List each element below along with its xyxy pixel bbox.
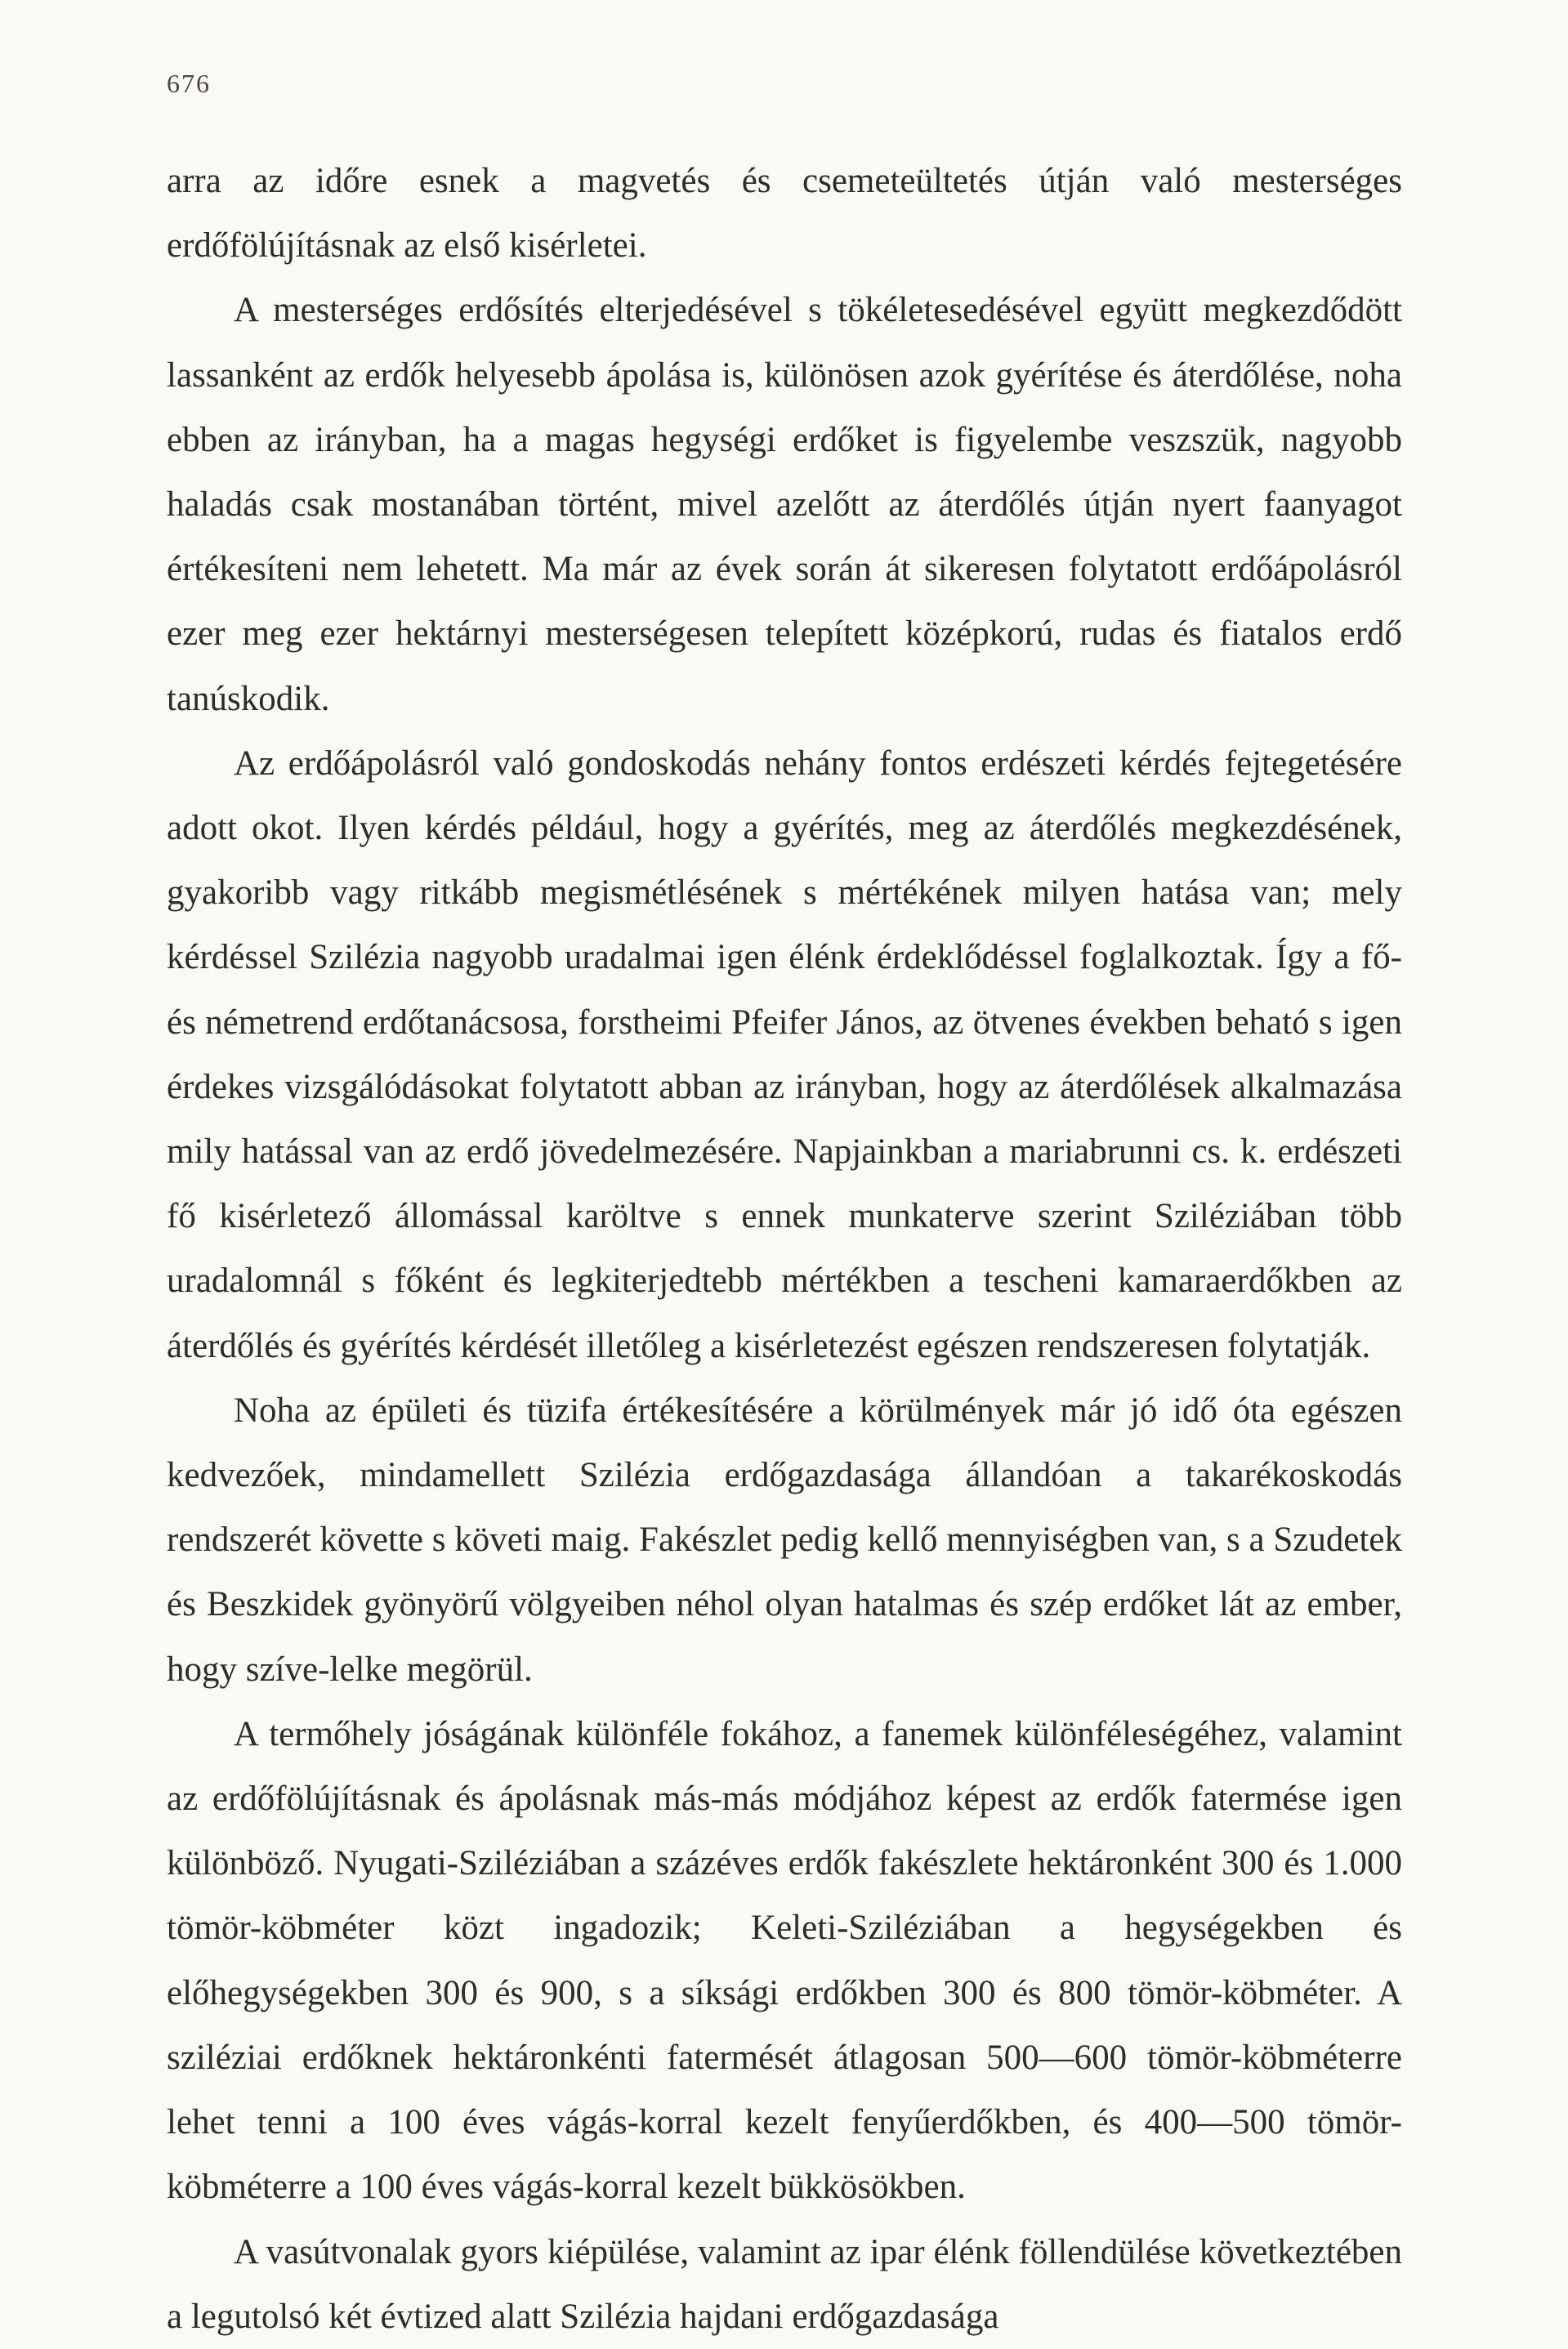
paragraph-forest-care: Az erdőápolásról való gondoskodás nehány fontos erdészeti kérdés fejtegetésére adott okot. Ilyen kérdés például, hogy a gyérítés, meg az áterdőlés megkezdésének, gyakoribb vagy ritkább megismétlésének s mértékének milyen hatása van; mely kérdéssel Szilézia nagyobb uradalmai igen élénk érdeklődéssel foglalkoztak. Így a fő- és németrend erdőtanácsosa, forstheimi Pfeifer János, az ötvenes években beható s igen érdekes vizsgálódásokat folytatott abban az irányban, hogy az áterdőlések alkalmazása mily hatással van az erdő jövedelmezésére. Napjainkban a mariabrunni cs. k. erdészeti fő kisérletező állomással karöltve s ennek munkaterve szerint Sziléziában több uradalomnál s főként és legkiterjedtebb mértékben a tescheni kamaraerdőkben az áterdőlés és gyérítés kérdését illetőleg a kisérletezést egészen rendszeresen folytatják. xyxy=(167,744,1402,1365)
paragraph-railways: A vasútvonalak gyors kiépülése, valamint az ipar élénk föllendülése következtében a legutolsó két évtized alatt Szilézia hajdani erdőgazdasága xyxy=(167,2232,1402,2336)
paragraph-timber-economy: Noha az épületi és tüzifa értékesítésére a körülmények már jó idő óta egészen kedvezőek, mindamellett Szilézia erdőgazdasága állandóan a takarékoskodás rendszerét követte s követi maig. Fakészlet pedig kellő mennyiségben van, s a Szudetek és Beszkidek gyönyörű völgyeiben néhol olyan hatalmas és szép erdőket lát az ember, hogy szíve-lelke megörül. xyxy=(167,1391,1402,1689)
paragraph-timber-yield: A termőhely jóságának különféle fokához, a fanemek különféleségéhez, valamint az erdőfölújításnak és ápolásnak más-más módjához képest az erdők fatermése igen különböző. Nyugati-Sziléziában a százéves erdők fakészlete hektáronként 300 és 1.000 tömör-köbméter közt ingadozik; Keleti-Sziléziában a hegységekben és előhegységekben 300 és 900, s a síksági erdőkben 300 és 800 tömör-köbméter. A sziléziai erdőknek hektáronkénti fatermését átlagosan 500—600 tömör-köbméterre lehet tenni a 100 éves vágás-korral kezelt fenyűerdőkben, és 400—500 tömör-köbméterre a 100 éves vágás-korral kezelt bükkösökben. xyxy=(167,1714,1402,2207)
paragraph-continuation: arra az időre esnek a magvetés és csemeteültetés útján való mesterséges erdőfölújításnak az első kisérletei. xyxy=(167,162,1402,266)
body-text xyxy=(167,149,1402,2349)
paragraph-artificial-afforestation: A mesterséges erdősítés elterjedésével s tökéletesedésével együtt megkezdődött lassanként az erdők helyesebb ápolása is, különösen azok gyérítése és áterdőlése, noha ebben az irányban, ha a magas hegységi erdőket is figyelembe veszszük, nagyobb haladás csak mostanában történt, mivel azelőtt az áterdőlés útján nyert faanyagot értékesíteni nem lehetett. Ma már az évek során át sikeresen folytatott erdőápolásról ezer meg ezer hektárnyi mesterségesen telepített középkorú, rudas és fiatalos erdő tanúskodik. xyxy=(167,291,1402,718)
page-number: 676 xyxy=(167,69,211,98)
